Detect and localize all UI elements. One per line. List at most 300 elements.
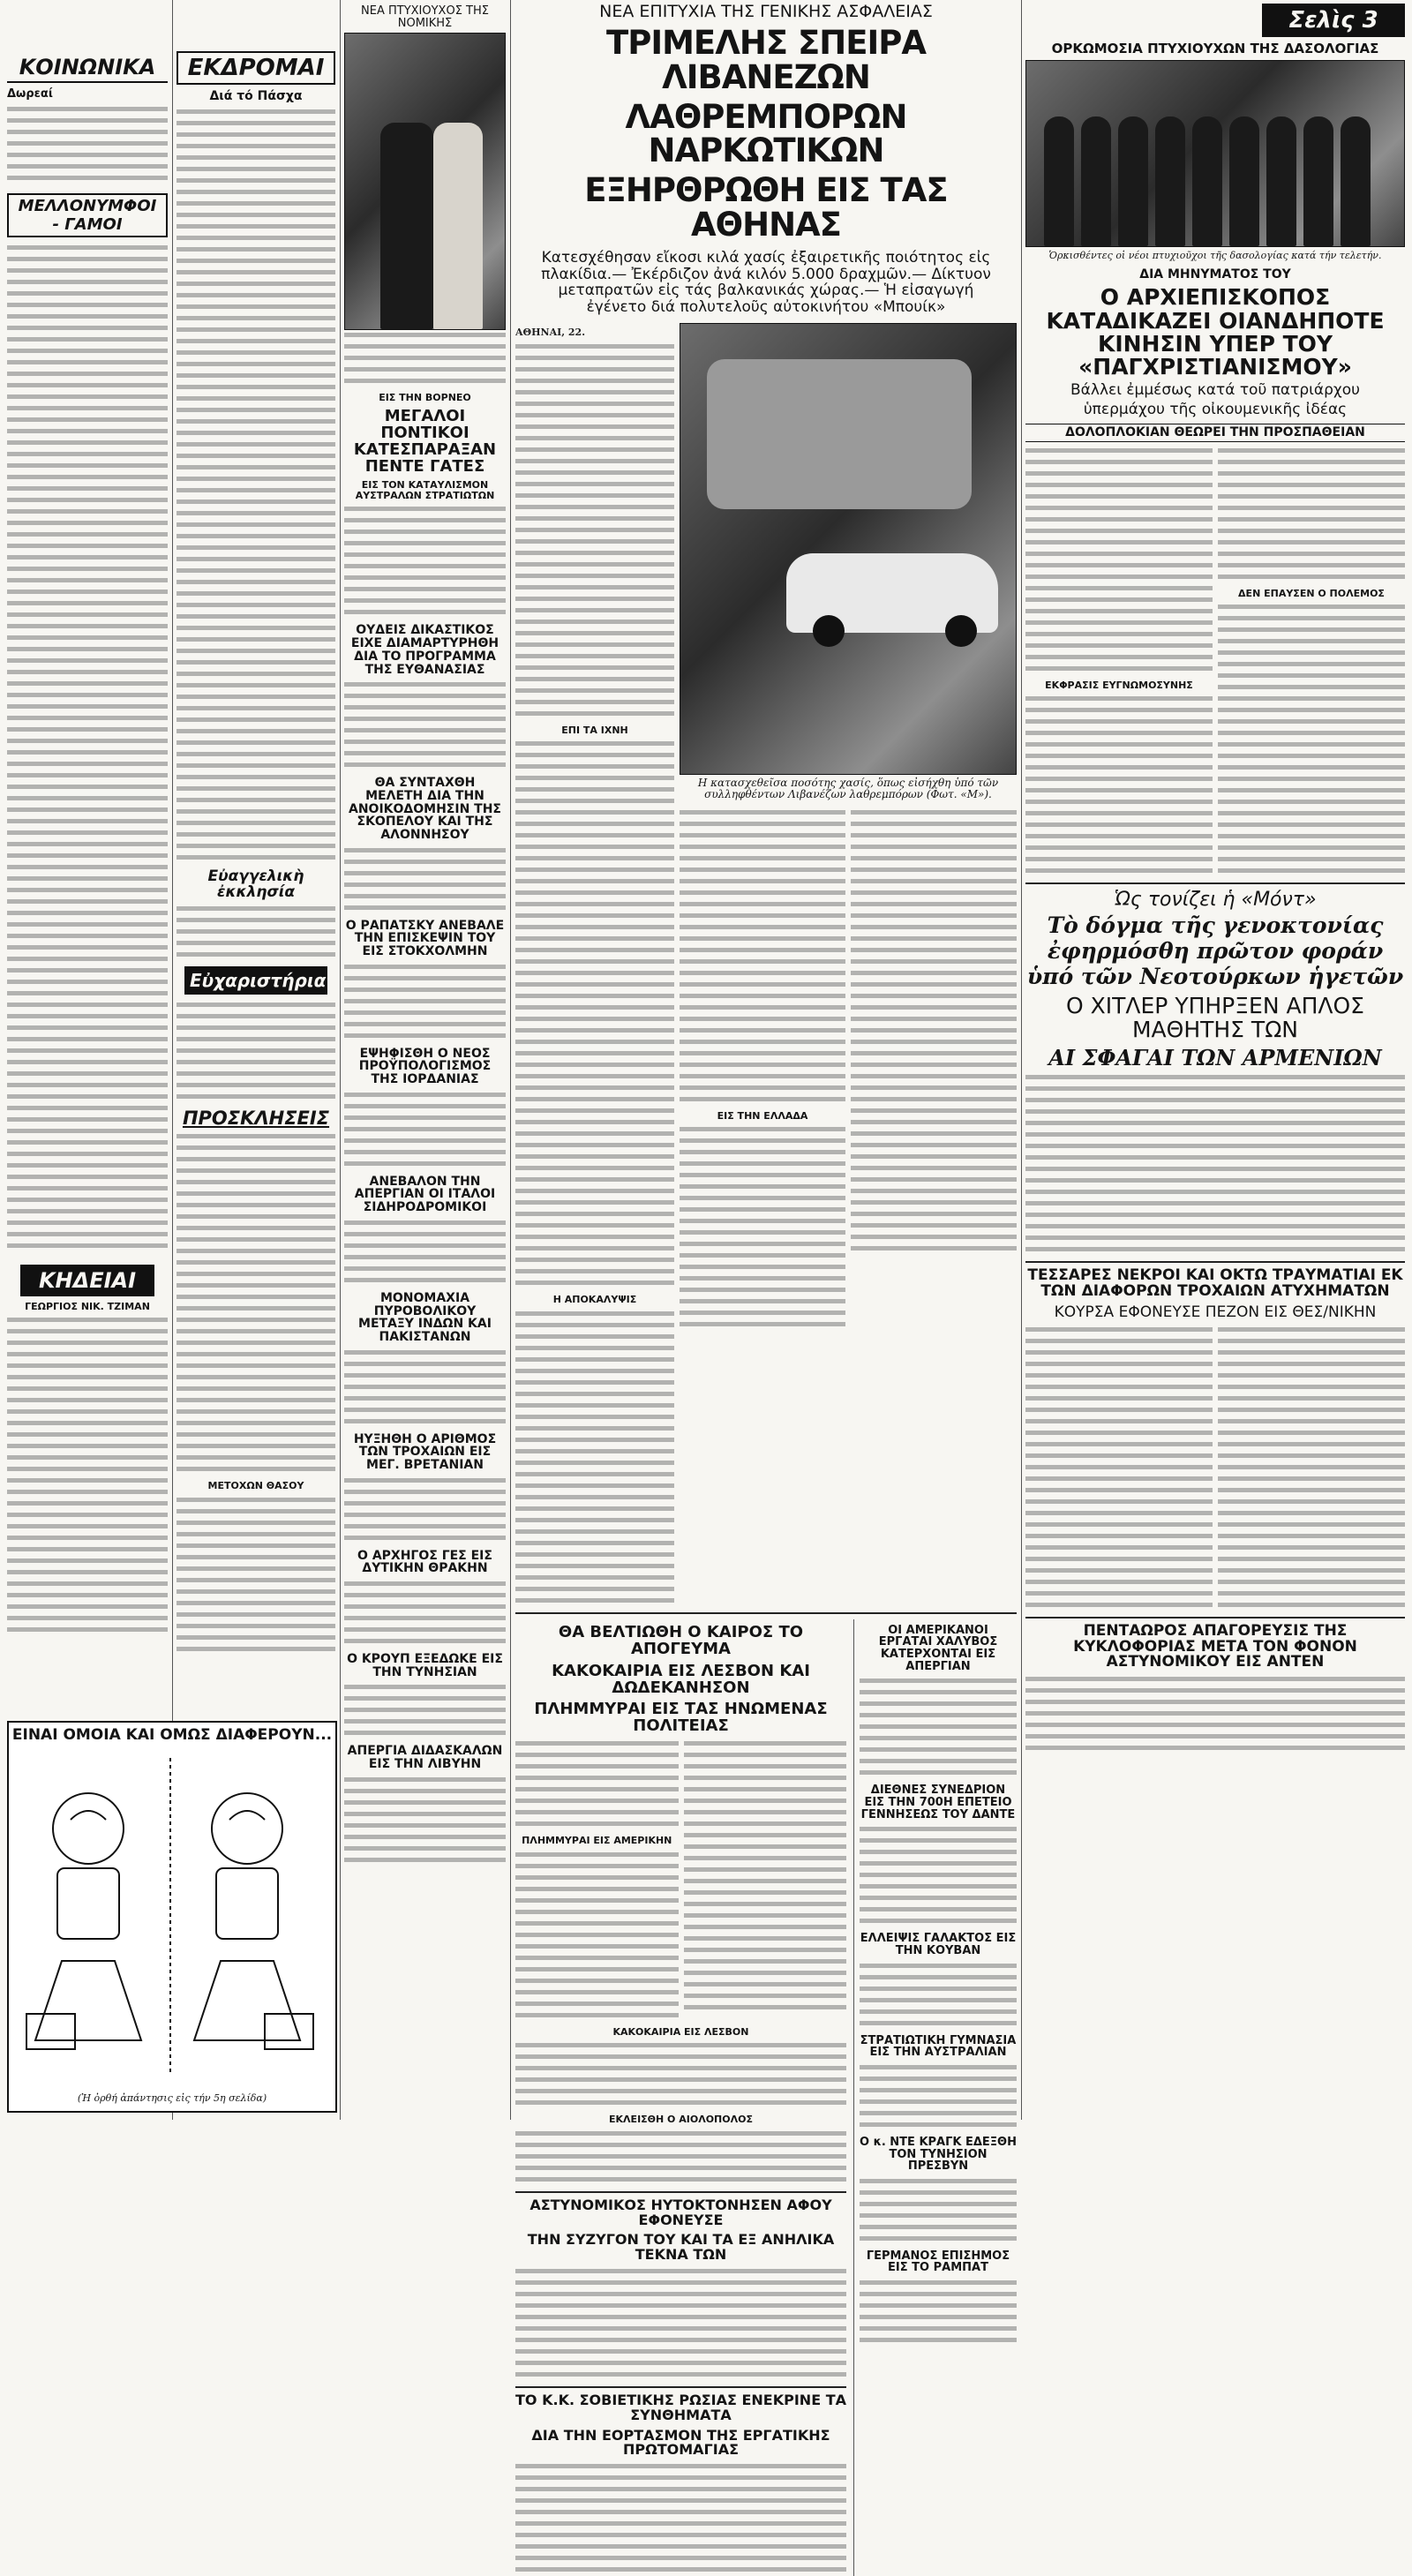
- text-line: [176, 462, 335, 474]
- text-line: [860, 1756, 1017, 1768]
- cartoon-drawing: [9, 1749, 332, 2084]
- text-line: [176, 313, 335, 325]
- text-line: [515, 1094, 674, 1106]
- text-line: [515, 1561, 674, 1573]
- text-line: [1218, 1485, 1405, 1497]
- text-line: [344, 1487, 506, 1498]
- accidents-headline: ΗΥΞΗΘΗ Ο ΑΡΙΘΜΟΣ ΤΩΝ ΤΡΟΧΑΙΩΝ ΕΙΣ ΜΕΓ. ΒΡΕΤΑΝΙΑΝ: [353, 1431, 497, 1472]
- text-line: [344, 538, 506, 550]
- text-line: [860, 1847, 1017, 1859]
- text-line: [515, 1332, 674, 1343]
- text-line: [515, 2301, 846, 2312]
- text-line: [515, 1458, 674, 1469]
- text-line: [860, 1972, 1017, 1984]
- text-line: [1025, 1405, 1213, 1416]
- text-line: [515, 1106, 674, 1117]
- main-headline-3: ΕΞΗΡΘΡΩΘΗ ΕΙΣ ΤΑΣ ΑΘΗΝΑΣ: [584, 171, 948, 244]
- soviet-headline-1: ΤΟ Κ.Κ. ΣΟΒΙΕΤΙΚΗΣ ΡΩΣΙΑΣ ΕΝΕΚΡΙΝΕ ΤΑ ΣΥΝΘΗΜΑΤΑ: [515, 2392, 846, 2423]
- text-line: [7, 725, 168, 736]
- text-line: [515, 1152, 674, 1163]
- text-line: [851, 1003, 1017, 1014]
- text-line: [1218, 492, 1405, 503]
- text-line: [515, 674, 674, 686]
- text-line: [176, 1166, 335, 1177]
- text-line: [1218, 1416, 1405, 1428]
- text-line: [680, 1308, 845, 1319]
- police-headline-1: ΑΣΤΥΝΟΜΙΚΟΣ ΗΥΤΟΚΤΟΝΗΣΕΝ ΑΦΟΥ ΕΦΟΝΕΥΣΕ: [530, 2196, 832, 2228]
- text-line: [344, 1579, 506, 1590]
- text-line: [7, 633, 168, 644]
- text-line: [851, 934, 1017, 945]
- text-line: [515, 582, 674, 594]
- text-line: [344, 573, 506, 584]
- text-line: [7, 1372, 168, 1384]
- column-1: [7, 0, 168, 1636]
- text-line: [344, 1809, 506, 1821]
- text-line: [344, 1521, 506, 1533]
- text-line: [344, 1031, 506, 1042]
- text-line: [7, 1464, 168, 1476]
- text-line: [860, 2007, 1017, 2018]
- text-line: [7, 839, 168, 851]
- euthanasia-headline: ΟΥΔΕΙΣ ΔΙΚΑΣΤΙΚΟΣ ΕΙΧΕ ΔΙΑΜΑΡΤΥΡΗΘΗ ΔΙΑ ΤΟ ΠΡΟΓΡΑΜΜΑ ΤΗΣ ΕΥΘΑΝΑΣΙΑΣ: [350, 623, 499, 677]
- text-line: [7, 1487, 168, 1498]
- text-line: [515, 1186, 674, 1198]
- text-line: [1025, 1118, 1405, 1130]
- text-line: [7, 254, 168, 266]
- text-line: [176, 927, 335, 938]
- text-line: [851, 1014, 1017, 1025]
- text-line: [7, 1613, 168, 1625]
- text-line: [680, 1262, 845, 1273]
- text-line: [851, 911, 1017, 922]
- text-line: [344, 1252, 506, 1264]
- australia-headline: ΣΤΡΑΤΙΩΤΙΚΗ ΓΥΜΝΑΣΙΑ ΕΙΣ ΤΗΝ ΑΥΣΤΡΑΛΙΑΝ: [860, 2033, 1017, 2060]
- text-line: [515, 1117, 674, 1129]
- text-line: [7, 495, 168, 507]
- text-line: [515, 2289, 846, 2301]
- text-line: [515, 819, 674, 830]
- text-line: [515, 353, 674, 364]
- text-line: [680, 911, 845, 922]
- text-line: [515, 1278, 674, 1289]
- text-line: [1218, 1325, 1405, 1336]
- text-line: [176, 531, 335, 543]
- mellonoumenoi-title: ΜΕΛΛΟΝΥΜΦΟΙ - ΓΑΜΟΙ: [7, 193, 168, 237]
- section-eis-tin-ellada: ΕΙΣ ΤΗΝ ΕΛΛΑΔΑ: [717, 1109, 808, 1122]
- text-line: [1025, 785, 1213, 797]
- text-line: [7, 1103, 168, 1115]
- text-line: [515, 1573, 674, 1584]
- text-line: [1025, 1416, 1213, 1428]
- text-line: [176, 1564, 335, 1575]
- text-line: [344, 1705, 506, 1716]
- text-line: [515, 1584, 674, 1596]
- text-line: [515, 2507, 846, 2519]
- text-line: [344, 1855, 506, 1866]
- text-line: [7, 1011, 168, 1023]
- text-line: [515, 445, 674, 456]
- text-line: [1218, 1439, 1405, 1451]
- text-line: [515, 1884, 679, 1896]
- text-line: [515, 1309, 674, 1320]
- text-line: [851, 1243, 1017, 1255]
- text-line: [176, 1587, 335, 1598]
- text-line: [1025, 446, 1213, 457]
- text-line: [344, 1159, 506, 1170]
- text-line: [7, 1395, 168, 1407]
- text-line: [860, 2176, 1017, 2188]
- column-2: [176, 0, 335, 1656]
- text-line: [344, 748, 506, 760]
- text-line: [1218, 705, 1405, 717]
- text-line: [515, 1930, 679, 1941]
- text-line: [860, 1745, 1017, 1756]
- text-line: [680, 888, 845, 899]
- forestry-caption: Ὁρκισθέντες οἱ νέοι πτυχιοῦχοι τῆς δασολογίας κατά τήν τελετήν.: [1048, 249, 1382, 261]
- text-line: [515, 364, 674, 376]
- text-line: [7, 828, 168, 839]
- text-line: [515, 2063, 846, 2075]
- text-line: [1025, 1198, 1405, 1210]
- text-line: [176, 554, 335, 566]
- text-line: [176, 1258, 335, 1269]
- text-line: [7, 507, 168, 518]
- text-line: [860, 2108, 1017, 2120]
- text-line: [851, 1163, 1017, 1175]
- text-line: [851, 1220, 1017, 1232]
- text-line: [515, 1953, 679, 1964]
- text-line: [7, 403, 168, 415]
- text-line: [1025, 1428, 1213, 1439]
- text-line: [684, 1968, 847, 1979]
- text-line: [680, 1159, 845, 1170]
- text-line: [515, 2324, 846, 2335]
- text-line: [515, 1378, 674, 1389]
- via-message: ΔΙΑ ΜΗΝΥΜΑΤΟΣ ΤΟΥ: [1139, 267, 1291, 282]
- text-line: [7, 943, 168, 954]
- text-line: [515, 1355, 674, 1366]
- text-line: [7, 1349, 168, 1361]
- text-line: [515, 1060, 674, 1071]
- text-line: [680, 980, 845, 991]
- text-line: [1025, 480, 1213, 492]
- text-line: [515, 1492, 674, 1504]
- text-line: [344, 550, 506, 561]
- text-line: [1025, 728, 1213, 740]
- text-line: [684, 1819, 847, 1830]
- text-line: [344, 1405, 506, 1416]
- text-line: [7, 713, 168, 725]
- text-line: [1218, 625, 1405, 636]
- text-line: [515, 468, 674, 479]
- text-line: [515, 525, 674, 537]
- text-line: [344, 1613, 506, 1625]
- text-line: [1218, 1520, 1405, 1531]
- text-line: [176, 623, 335, 635]
- gess-headline: Ο ΑΡΧΗΓΟΣ ΓΕΣ ΕΙΣ ΔΥΤΙΚΗΝ ΘΡΑΚΗΝ: [357, 1548, 492, 1576]
- text-line: [515, 1366, 674, 1378]
- text-line: [1218, 1566, 1405, 1577]
- text-line: [515, 594, 674, 605]
- text-line: [515, 387, 674, 399]
- text-line: [176, 830, 335, 841]
- text-line: [176, 267, 335, 279]
- text-line: [7, 1229, 168, 1241]
- text-line: [515, 1739, 679, 1750]
- text-line: [1218, 1577, 1405, 1588]
- text-line: [851, 1071, 1017, 1083]
- text-line: [7, 575, 168, 587]
- text-line: [860, 1881, 1017, 1893]
- text-line: [7, 1183, 168, 1195]
- text-line: [7, 1556, 168, 1567]
- text-line: [176, 451, 335, 462]
- text-line: [7, 266, 168, 277]
- text-line: [1025, 1084, 1405, 1095]
- text-line: [515, 1209, 674, 1220]
- text-line: [1025, 1497, 1213, 1508]
- text-line: [7, 1361, 168, 1372]
- text-line: [1025, 1210, 1405, 1221]
- text-line: [1218, 751, 1405, 762]
- text-line: [176, 818, 335, 830]
- text-line: [344, 903, 506, 914]
- forestry-photo: [1025, 60, 1405, 247]
- text-line: [860, 2312, 1017, 2324]
- text-line: [176, 669, 335, 680]
- text-line: [7, 1533, 168, 1544]
- column-rule: [510, 0, 511, 2120]
- text-line: [176, 726, 335, 738]
- text-line: [1025, 866, 1213, 877]
- text-line: [176, 1644, 335, 1656]
- text-line: [1218, 1600, 1405, 1611]
- steel-headline: ΟΙ ΑΜΕΡΙΚΑΝΟΙ ΕΡΓΑΤΑΙ ΧΑΛΥΒΟΣ ΚΑΤΕΡΧΟΝΤΑΙ ΕΙΣ ΑΠΕΡΓΙΑΝ: [878, 1623, 998, 1673]
- police-headline-2: ΤΗΝ ΣΥΖΥΓΟΝ ΤΟΥ ΚΑΙ ΤΑ ΕΞ ΑΝΗΛΙΚΑ ΤΕΚΝΑ ΤΩΝ: [527, 2231, 835, 2264]
- archbishop-sub-2: ὑπερμάχου τῆς οἰκουμενικῆς ἰδέας: [1083, 401, 1348, 419]
- text-line: [7, 1407, 168, 1418]
- text-line: [851, 865, 1017, 876]
- text-line: [515, 739, 674, 750]
- text-line: [176, 1154, 335, 1166]
- text-line: [1025, 831, 1213, 843]
- forestry-headline: ΟΡΚΩΜΟΣΙΑ ΠΤΥΧΙΟΥΧΩΝ ΤΗΣ ΔΑΣΟΛΟΓΙΑΣ: [1051, 41, 1379, 56]
- text-line: [515, 1412, 674, 1423]
- text-line: [860, 1904, 1017, 1916]
- text-line: [344, 1498, 506, 1510]
- text-line: [7, 1046, 168, 1057]
- text-line: [515, 548, 674, 560]
- text-line: [684, 1899, 847, 1911]
- text-line: [515, 1527, 674, 1538]
- text-line: [176, 1407, 335, 1418]
- text-line: [1025, 1371, 1213, 1382]
- text-line: [515, 560, 674, 571]
- text-line: [1218, 659, 1405, 671]
- text-line: [680, 807, 845, 819]
- text-line: [176, 187, 335, 199]
- text-line: [1218, 537, 1405, 549]
- text-line: [1218, 762, 1405, 774]
- text-line: [1218, 1428, 1405, 1439]
- text-line: [7, 518, 168, 529]
- text-line: [515, 2347, 846, 2358]
- text-line: [7, 782, 168, 793]
- text-line: [176, 1034, 335, 1046]
- text-line: [344, 962, 506, 973]
- text-line: [7, 908, 168, 920]
- text-line: [680, 1285, 845, 1296]
- text-line: [176, 233, 335, 244]
- text-line: [1025, 762, 1213, 774]
- text-line: [851, 1037, 1017, 1048]
- text-line: [7, 644, 168, 656]
- text-line: [860, 1836, 1017, 1847]
- text-line: [680, 1296, 845, 1308]
- text-line: [1025, 1393, 1213, 1405]
- text-line: [515, 2553, 846, 2565]
- text-line: [1025, 1336, 1213, 1348]
- text-line: [1218, 774, 1405, 785]
- text-line: [1025, 751, 1213, 762]
- text-line: [680, 1193, 845, 1205]
- text-line: [1025, 1720, 1405, 1731]
- text-line: [680, 899, 845, 911]
- text-line: [515, 1850, 679, 1861]
- text-line: [1218, 797, 1405, 808]
- text-line: [515, 1941, 679, 1953]
- text-line: [851, 1175, 1017, 1186]
- text-line: [680, 1060, 845, 1071]
- kideiai-title: ΚΗΔΕΙΑΙ: [20, 1265, 154, 1296]
- hitler-headline: Ο ΧΙΤΛΕΡ ΥΠΗΡΞΕΝ ΑΠΛΟΣ ΜΑΘΗΤΗΣ ΤΩΝ: [1066, 993, 1364, 1042]
- text-line: [176, 1023, 335, 1034]
- text-line: [344, 1218, 506, 1229]
- text-line: [1218, 808, 1405, 820]
- text-line: [680, 1071, 845, 1083]
- armenian-headline: ΑΙ ΣΦΑΓΑΙ ΤΩΝ ΑΡΜΕΝΙΩΝ: [1048, 1044, 1382, 1070]
- text-line: [684, 1807, 847, 1819]
- text-line: [176, 1541, 335, 1552]
- text-line: [680, 934, 845, 945]
- text-line: [515, 1014, 674, 1025]
- text-line: [176, 302, 335, 313]
- text-line: [515, 1987, 679, 1999]
- text-line: [515, 830, 674, 842]
- main-kicker: ΝΕΑ ΕΠΙΤΥΧΙΑ ΤΗΣ ΓΕΝΙΚΗΣ ΑΣΦΑΛΕΙΑΣ: [599, 2, 933, 21]
- text-line: [176, 1384, 335, 1395]
- text-line: [515, 2052, 846, 2063]
- text-line: [851, 830, 1017, 842]
- text-line: [860, 2278, 1017, 2289]
- text-line: [515, 2461, 846, 2473]
- skopelos-headline: ΘΑ ΣΥΝΤΑΧΘΗ ΜΕΛΕΤΗ ΔΙΑ ΤΗΝ ΑΝΟΙΚΟΔΟΜΗΣΙΝ ΤΗΣ ΣΚΟΠΕΛΟΥ ΚΑΙ ΤΗΣ ΑΛΟΝΝΗΣΟΥ: [349, 776, 501, 842]
- text-line: [515, 1048, 674, 1060]
- text-line: [515, 865, 674, 876]
- main-headline-1: ΤΡΙΜΕΛΗΣ ΣΠΕΙΡΑ ΛΙΒΑΝΕΖΩΝ: [605, 23, 926, 96]
- text-line: [515, 491, 674, 502]
- dead-sub: ΚΟΥΡΣΑ ΕΦΟΝΕΥΣΕ ΠΕΖΟΝ ΕΙΣ ΘΕΣ/ΝΙΚΗΝ: [1054, 1303, 1377, 1321]
- text-line: [515, 2565, 846, 2576]
- text-line: [176, 1131, 335, 1143]
- text-line: [1025, 1743, 1405, 1754]
- text-line: [176, 904, 335, 915]
- text-line: [176, 1092, 335, 1103]
- text-line: [860, 2335, 1017, 2347]
- text-line: [1025, 1697, 1405, 1709]
- text-line: [176, 336, 335, 348]
- text-line: [1218, 728, 1405, 740]
- text-line: [1025, 1359, 1213, 1371]
- text-line: [344, 1832, 506, 1844]
- text-line: [680, 1124, 845, 1136]
- text-line: [176, 439, 335, 451]
- text-line: [7, 931, 168, 943]
- text-line: [1218, 1359, 1405, 1371]
- cartoon-caption: (Ἡ ὀρθή ἀπάντησις εἰς τήν 5η σελίδα): [77, 2092, 267, 2104]
- text-line: [176, 915, 335, 927]
- text-line: [1025, 1566, 1213, 1577]
- text-line: [344, 1393, 506, 1405]
- text-line: [344, 596, 506, 607]
- text-line: [860, 2222, 1017, 2234]
- text-line: [680, 1319, 845, 1331]
- text-line: [680, 842, 845, 853]
- text-line: [1218, 549, 1405, 560]
- text-line: [176, 508, 335, 520]
- text-line: [7, 484, 168, 495]
- text-line: [7, 1544, 168, 1556]
- text-line: [515, 605, 674, 617]
- text-line: [515, 1773, 679, 1784]
- text-line: [860, 1859, 1017, 1870]
- text-line: [1025, 1474, 1213, 1485]
- text-line: [851, 1117, 1017, 1129]
- text-line: [515, 2129, 846, 2140]
- text-line: [680, 1094, 845, 1106]
- text-line: [176, 1621, 335, 1633]
- text-line: [684, 2002, 847, 2014]
- text-line: [7, 312, 168, 323]
- text-line: [515, 1807, 679, 1819]
- text-line: [176, 1338, 335, 1349]
- text-line: [680, 1014, 845, 1025]
- text-line: [860, 1722, 1017, 1733]
- text-line: [515, 342, 674, 353]
- text-line: [851, 842, 1017, 853]
- text-line: [851, 1209, 1017, 1220]
- text-line: [176, 577, 335, 589]
- text-line: [176, 1418, 335, 1430]
- text-line: [515, 2163, 846, 2174]
- text-line: [1025, 1588, 1213, 1600]
- cuba-headline: ΕΛΛΕΙΨΙΣ ΓΑΛΑΚΤΟΣ ΕΙΣ ΤΗΝ ΚΟΥΒΑΝ: [860, 1932, 1017, 1957]
- text-line: [7, 173, 168, 184]
- text-line: [176, 600, 335, 612]
- text-line: [515, 1861, 679, 1873]
- text-line: [1218, 636, 1405, 648]
- text-line: [860, 2199, 1017, 2211]
- text-line: [851, 807, 1017, 819]
- text-line: [515, 899, 674, 911]
- text-line: [7, 1080, 168, 1092]
- text-line: [1025, 1531, 1213, 1543]
- text-line: [344, 1275, 506, 1287]
- text-line: [1218, 457, 1405, 469]
- text-line: [515, 876, 674, 888]
- text-line: [515, 842, 674, 853]
